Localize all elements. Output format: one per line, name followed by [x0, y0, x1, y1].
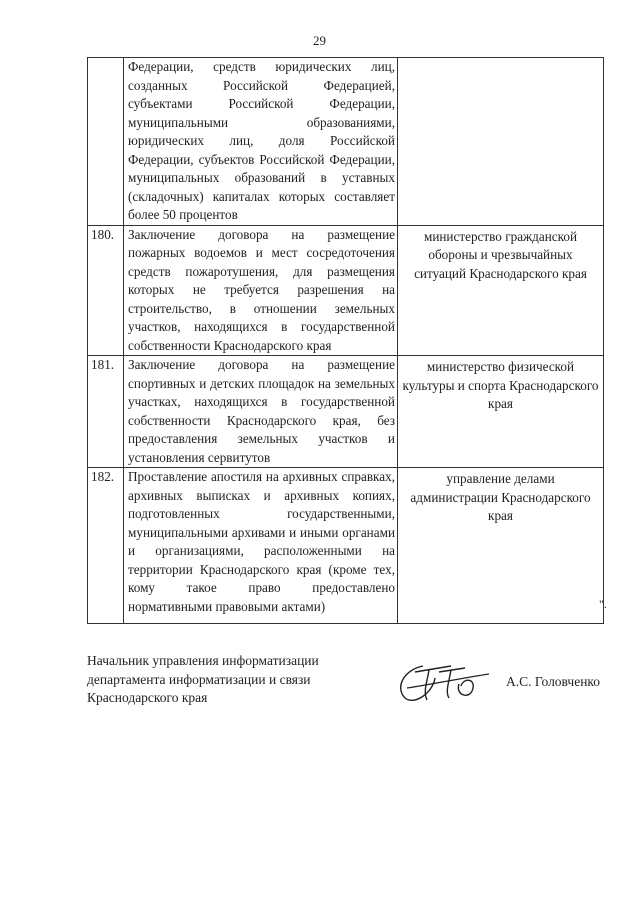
table-row: [88, 468, 604, 624]
row-authority: [398, 58, 604, 226]
table-row: [88, 356, 604, 468]
table-row-continuation: [88, 58, 604, 226]
row-description: Проставление апостиля на архивных справках, архивных выписках и архивных копиях, подготовленных государственными, муниципальными архивами и иными органами и организациями, расположенными на территории Краснодарского края (кроме тех, кому такое право предоставлено нормативными правовыми актами): [124, 468, 398, 624]
row-description: Заключение договора на размещение спортивных и детских площадок на земельных участках, находящихся в государственной собственности Краснодарского края, без предоставления земельных участков и установления сервитутов: [124, 356, 398, 468]
document-table: [87, 57, 604, 624]
row-authority: управление делами администрации Краснодарского края: [398, 468, 604, 624]
page-number: 29: [313, 33, 326, 48]
signer-position-line: Начальник управления информатизации: [87, 653, 319, 668]
handwritten-signature-icon: [393, 658, 493, 708]
row-description: Федерации, средств юридических лиц, созданных Российской Федерацией, субъектами Российской Федерации, муниципальными образованиями, юридических лиц, доля Российской Федерации, субъектов Российской Федерации, муниципальных образований в уставных (складочных) капиталах которых составляет более 50 процентов: [124, 58, 398, 226]
signer-name: А.С. Головченко: [506, 674, 601, 689]
closing-quote: ".: [599, 597, 607, 611]
row-number: 180.: [88, 225, 124, 356]
row-number: 182.: [88, 468, 124, 624]
signer-position-line: Краснодарского края: [87, 690, 208, 705]
table-row: [88, 225, 604, 356]
row-number-cell: [88, 58, 124, 226]
signer-position-line: департамента информатизации и связи: [87, 671, 311, 687]
signer-position: [87, 652, 319, 708]
row-authority: министерство гражданской обороны и чрезвычайных ситуаций Краснодарского края: [398, 225, 604, 356]
row-number: 181.: [88, 356, 124, 468]
row-description: Заключение договора на размещение пожарных водоемов и мест сосредоточения средств пожаротушения, для размещения которых не требуется разрешения на строительство, в отношении земельных участков, находящихся в государственной собственности Краснодарского края: [124, 225, 398, 356]
row-authority: министерство физической культуры и спорта Краснодарского края: [398, 356, 604, 468]
